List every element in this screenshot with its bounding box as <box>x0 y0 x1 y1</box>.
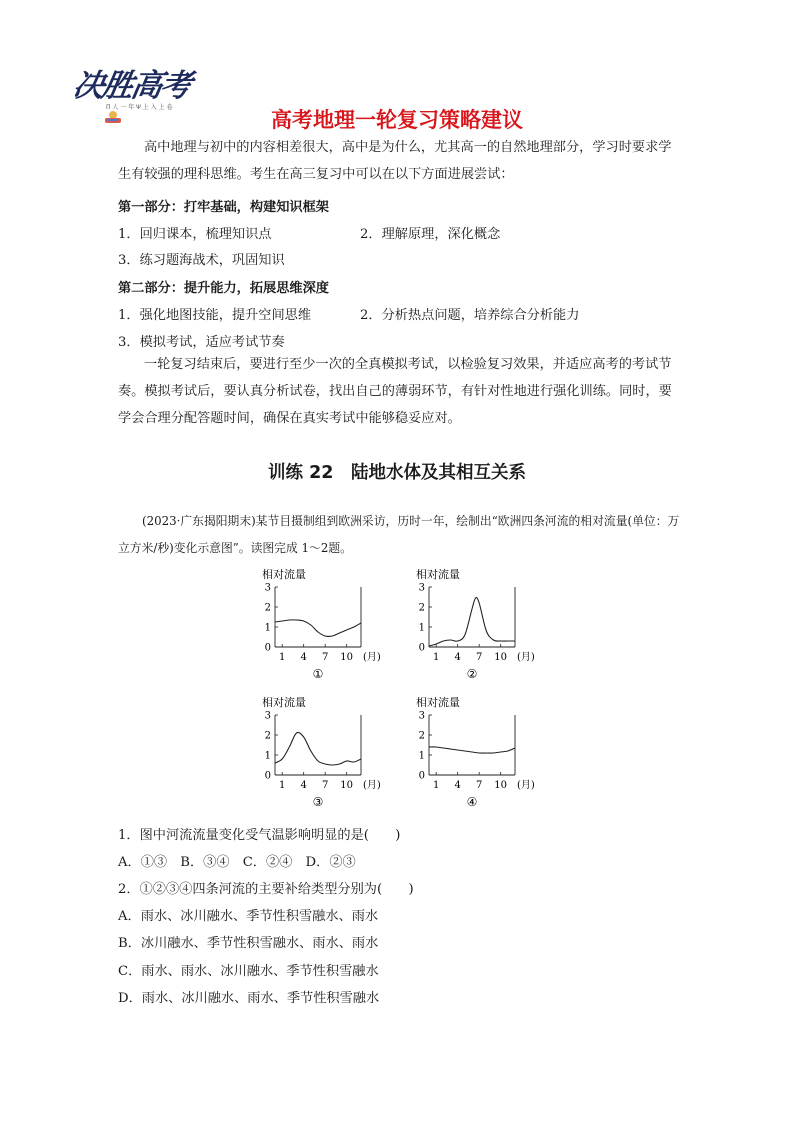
x-axis-unit: (月) <box>363 780 381 791</box>
part2-paragraph: 一轮复习结束后，要进行至少一次的全真模拟考试，以检验复习效果，并适应高考的考试节奏。模拟考试后，要认真分析试卷，找出自己的薄弱环节，有针对性地进行强化训练。同时，要学会合理分配答题时间，确保在真实考试中能够稳妥应对。 <box>118 357 672 426</box>
chart-4 <box>412 694 562 824</box>
flow-line <box>429 598 515 646</box>
x-tick-label: 1 <box>432 780 440 791</box>
question-2-option-b: B．冰川融水、季节性积雪融水、雨水、雨水 <box>118 936 379 951</box>
y-tick-label: 0 <box>418 642 425 654</box>
part1-item-1: 1．回归课本，梳理知识点 <box>118 227 272 242</box>
y-tick-label: 2 <box>264 602 271 614</box>
x-tick-label: 10 <box>494 652 508 663</box>
logo-subtitle: Π 人 一 年 Ψ 上 入 上 卷 <box>106 104 173 111</box>
x-tick-label: 4 <box>454 780 461 791</box>
x-tick-label: 4 <box>454 652 461 663</box>
question-2-stem: 2．①②③④四条河流的主要补给类型分别为( ) <box>118 882 414 897</box>
chart-svg <box>258 694 408 824</box>
y-tick-label: 1 <box>264 622 271 634</box>
chart-3 <box>258 694 408 824</box>
x-tick-label: 10 <box>340 652 354 663</box>
part2-item-2: 2．分析热点问题，培养综合分析能力 <box>360 308 580 323</box>
chart-caption: ① <box>312 667 324 681</box>
question-2-option-d: D．雨水、冰川融水、雨水、季节性积雪融水 <box>118 991 380 1006</box>
x-tick-label: 10 <box>494 780 508 791</box>
question-1-stem: 1．图中河流流量变化受气温影响明显的是( ) <box>118 828 401 843</box>
x-tick-label: 1 <box>432 652 440 663</box>
y-axis-label: 相对流量 <box>262 696 306 709</box>
y-axis-label: 相对流量 <box>262 568 306 581</box>
chart-2 <box>412 566 562 696</box>
y-tick-label: 0 <box>264 642 271 654</box>
y-tick-label: 2 <box>418 730 425 742</box>
y-tick-label: 3 <box>418 582 425 594</box>
flow-line <box>275 732 361 765</box>
x-tick-label: 7 <box>475 652 483 663</box>
x-axis-unit: (月) <box>517 780 535 791</box>
x-tick-label: 10 <box>340 780 354 791</box>
chart-svg <box>412 566 562 696</box>
x-tick-label: 7 <box>475 780 483 791</box>
chart-1 <box>258 566 408 696</box>
y-axis-label: 相对流量 <box>416 568 460 581</box>
x-tick-label: 7 <box>321 780 329 791</box>
chart-caption: ③ <box>312 795 324 809</box>
part2-heading: 第二部分：提升能力，拓展思维深度 <box>118 281 329 296</box>
y-tick-label: 3 <box>264 582 271 594</box>
y-tick-label: 2 <box>418 602 425 614</box>
y-tick-label: 2 <box>264 730 271 742</box>
part1-item-2: 2．理解原理，深化概念 <box>360 227 501 242</box>
chart-svg <box>258 566 408 696</box>
part2-item-3: 3．模拟考试，适应考试节奏 <box>118 335 285 350</box>
part1-item-3: 3．练习题海战术，巩固知识 <box>118 253 285 268</box>
y-tick-label: 1 <box>418 622 425 634</box>
chart-svg <box>412 694 562 824</box>
intro-paragraph: 高中地理与初中的内容相差很大，高中是为什么，尤其高一的自然地理部分，学习时要求学生有较强的理科思维。考生在高三复习中可以在以下方面进展尝试： <box>118 140 672 182</box>
x-tick-label: 4 <box>300 780 307 791</box>
document-title: 高考地理一轮复习策略建议 <box>271 108 523 132</box>
y-axis-label: 相对流量 <box>416 696 460 709</box>
chart-caption: ④ <box>466 795 478 809</box>
y-tick-label: 1 <box>418 750 425 762</box>
x-tick-label: 1 <box>278 652 286 663</box>
part2-item-1: 1．强化地图技能，提升空间思维 <box>118 308 312 323</box>
y-tick-label: 0 <box>264 770 271 782</box>
logo-text: 决胜高考 <box>70 68 193 104</box>
flow-line <box>275 620 361 637</box>
y-tick-label: 3 <box>264 710 271 722</box>
question-intro: (2023·广东揭阳期末)某节目摄制组到欧洲采访，历时一年，绘制出“欧洲四条河流的相对流量(单位：万立方米/秒)变化示意图”。读图完成 1～2题。 <box>118 514 680 555</box>
question-2-option-a: A．雨水、冰川融水、季节性积雪融水、雨水 <box>118 909 379 924</box>
x-axis-unit: (月) <box>517 652 535 663</box>
y-tick-label: 1 <box>264 750 271 762</box>
question-1-options: A．①③ B．③④ C．②④ D．②③ <box>118 855 356 870</box>
chart-caption: ② <box>466 667 478 681</box>
section-title: 训练 22 陆地水体及其相互关系 <box>268 463 526 483</box>
x-tick-label: 7 <box>321 652 329 663</box>
y-tick-label: 0 <box>418 770 425 782</box>
x-axis-unit: (月) <box>363 652 381 663</box>
flow-line <box>429 747 515 753</box>
question-2-option-c: C．雨水、雨水、冰川融水、季节性积雪融水 <box>118 964 379 979</box>
x-tick-label: 1 <box>278 780 286 791</box>
x-tick-label: 4 <box>300 652 307 663</box>
part1-heading: 第一部分：打牢基础，构建知识框架 <box>118 200 329 215</box>
y-tick-label: 3 <box>418 710 425 722</box>
